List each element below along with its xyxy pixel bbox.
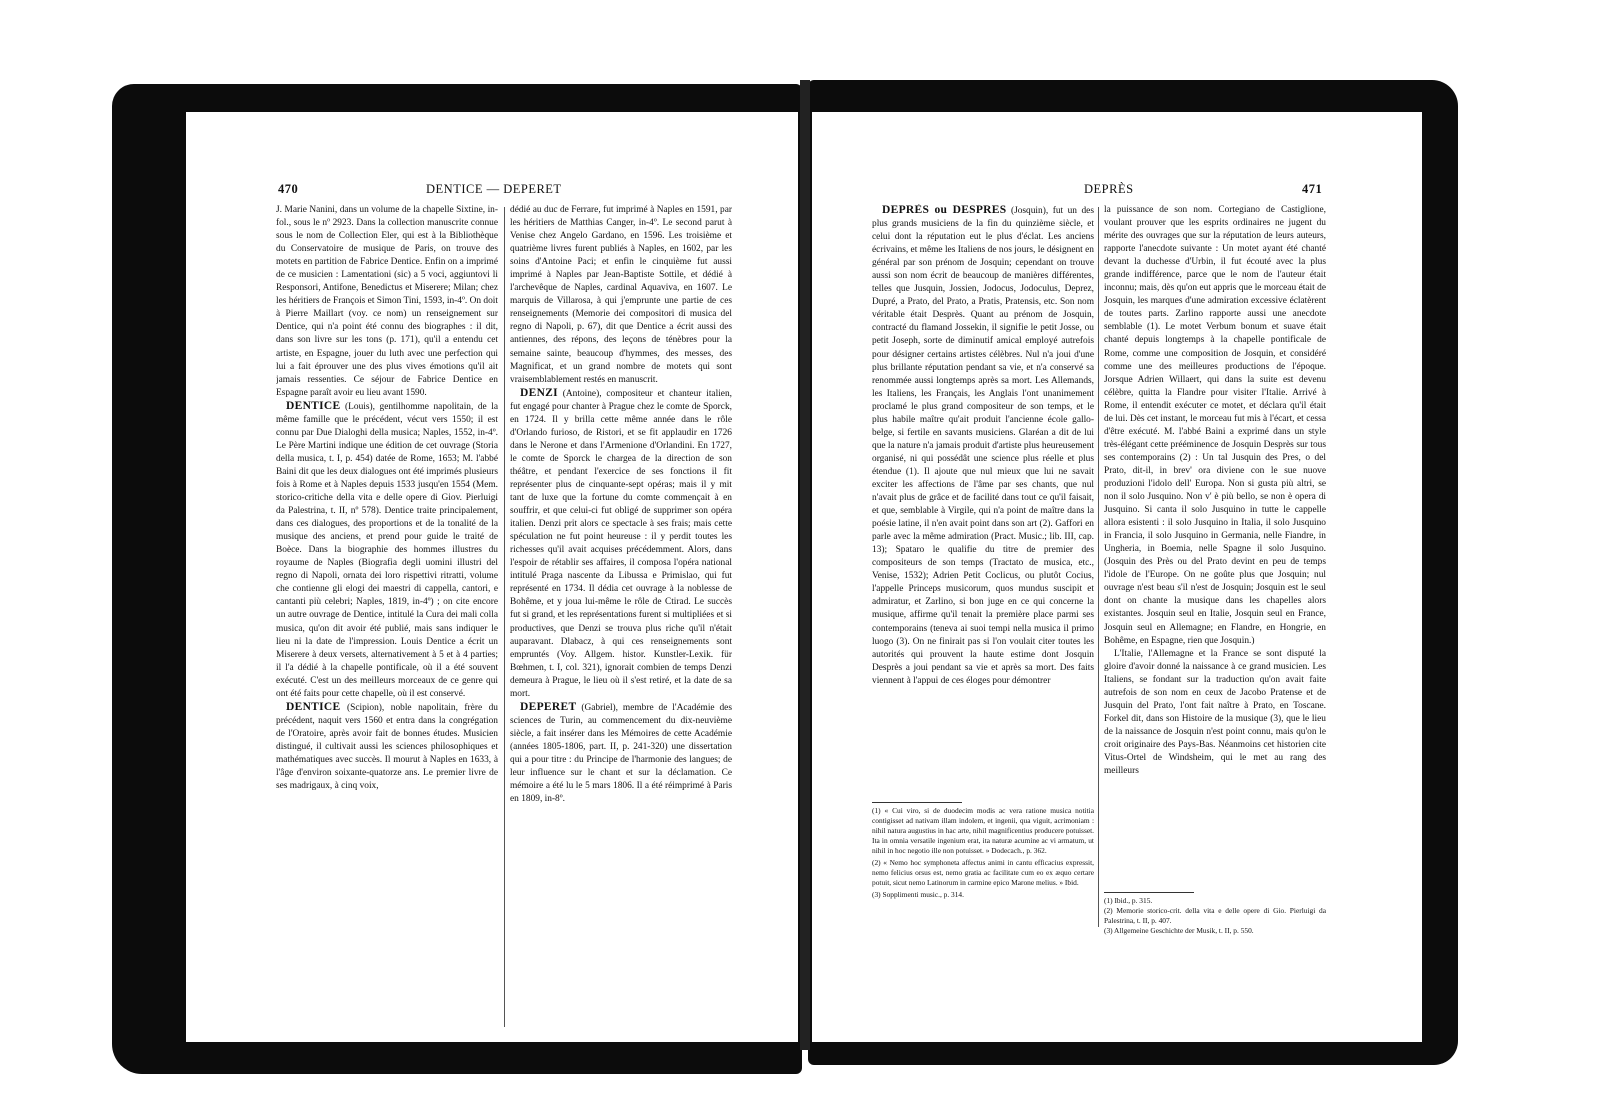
headword: DENTICE [286,399,341,412]
footnote-2-col2: (2) Memorie storico-crit. della vita e delle opere di Gio. Pierluigi da Palestrina, t. II, p. 407. [1104,906,1326,925]
entry-scipion-dentice-cont: dédié au duc de Ferrare, fut imprimé à Naples en 1591, par les héritiers de Matthias Canger, in-4º. Le second parut à Venise chez Angelo Gardano, en 1596. Les troisième et quatrième livres furent publiés à Naples, en 1602, par les soins d'Antoine Paci; et enfin le cinquième fut aussi imprimé à Naples par Jean-Baptiste Sottile, et dédié à l'archevêque de Naples, cardinal Aquaviva, en 1607. Le marquis de Villarosa, à qui j'emprunte une partie de ces renseignements (Memorie dei compositori di musica del regno di Napoli, p. 67), dit que Dentice a écrit aussi des antiennes, des répons, des leçons de ténèbres pour la semaine sainte, beaucoup d'hymmes, des messes, des Magnificat, et un grand nombre de motets qui sont vraisemblablement restés en manuscrit. [510,205,732,385]
right-col1-footnotes [872,806,1094,926]
entry-josquin-birthplace: L'Italie, l'Allemagne et la France se sont disputé la gloire d'avoir donné la naissance à ce grand musicien. Les Italiens, se fondant sur la traduction qu'on avait faite autrefois de son nom en ceux de Jacobo Pratense et de Jusquin del Prato, l'ont fait naître à Prato, en Toscane. Forkel dit, dans son Histoire de la musique (3), que le lieu de la naissance de Josquin n'est point connu, mais qu'on le croit originaire des Pays-Bas. Néanmoins cet historien cite Vitus-Ortel de Windsheim, qui le met au rang des meilleurs [1104,648,1326,777]
left-column-1 [276,204,498,1028]
right-column-rule [1098,207,1099,927]
left-page [186,112,798,1042]
entry-fabrice-dentice-cont: J. Marie Nanini, dans un volume de la chapelle Sixtine, in-fol., sous le nº 2923. Dans la collection manuscrite connue sous le nom de Collection Eler, qui est à la Bibliothèque du Conservatoire de musique de Paris, on trouve des motets en partition de Fabrice Dentice. Enfin on a imprimé de ce musicien : Lamentationi (sic) a 5 voci, aggiuntovi li Responsori, Antifone, Benedictus et Miserere; Milan; chez les héritiers de François et Simon Tini, 1593, in-4º. On doit à Pierre Maillart (voy. ce nom) un renseignement sur Dentice, qui n'a point été connu des biographes : il dit, dans son livre sur les tons (p. 171), qu'il a entendu cet artiste, en Espagne, jouer du luth avec une perfection qui lui a fait éprouver une des plus vives émotions qu'il ait jamais ressenties. Ce séjour de Fabrice Dentice en Espagne paraît avoir eu lieu avant 1590. [276,205,498,398]
entry-josquin-despres: DEPRÈS ou DESPRES (Josquin), fut un des plus grands musiciens de la fin du quinzième siècle, et celui dont la réputation eut le plus d'éclat. Les anciens écrivains, et même les Italiens de nos jours, le désignent en général par son prénom de Josquin; cependant on trouve aussi son nom écrit de beaucoup de manières différentes, telles que Jusquin, Jossien, Jodocus, Jodoculus, Deprez, Dupré, a Prato, del Prato, a Pratis, Pratensis, etc. Son nom véritable était Desprès. Quant au prénom de Josquin, contracté du flamand Jossekin, il signifie le petit Josse, ou petit Joseph, sorte de diminutif amical employé autrefois pour désigner certains artistes célèbres. Nul n'a joui d'une plus brillante réputation pendant sa vie, et n'a conservé sa renommée aussi longtemps après sa mort. Les Allemands, les Italiens, les Français, les Anglais l'ont unanimement proclamé le plus grand compositeur de son temps, et le plus habile maître qu'ait produit l'ancienne école gallo-belge, si fertile en savants musiciens. Glaréan a dit de lui que la nature n'a jamais produit d'artiste plus heureusement organisé, ni qui possédât une science plus réelle et plus étendue (1). Il ajoute que nul mieux que lui ne savait exciter les affections de l'âme par ses chants, que nul n'avait plus de grâce et de facilité dans tout ce qu'il faisait, et que, semblable à Virgile, qui n'a point de maître dans la poésie latine, il n'en avait point dans son art (2). Gaffori en parle avec la même admiration (Pract. Music.; lib. III, cap. 13); Spataro le qualifie du titre de premier des compositeurs de son temps (Tractato de musica, etc., Venise, 1532); Adrien Petit Coclicus, ou plutôt Cocius, l'appelle Princeps musicorum, quos mundus suscipit et admiratur, et Zarlino, si bon juge en ce qui concerne la musique, affirme qu'il tenait la première place parmi ses contemporains (teneva ai suoi tempi nella musica il primo luogo (3). On ne finirait pas si l'on voulait citer toutes les autorités qui prouvent la haute estime dont Josquin Desprès a joui pendant sa vie et après sa mort. Des faits viennent à l'appui de ces éloges pour démontrer [872,204,1094,686]
footnote-2-col1: (2) « Nemo hoc symphoneta affectus animi in cantu efficacius expressit, nemo felicius orsus est, nemo gratia ac facilitate cum eo ex æquo certare potuit, sicut nemo Latinorum in carmine epico Marone melius. » Ibid. [872,858,1094,887]
footnote-3-col2: (3) Allgemeine Geschichte der Musik, t. II, p. 550. [1104,926,1254,935]
right-col2-footnotes [1104,896,1326,936]
entry-gabriel-deperet: DEPERET (Gabriel), membre de l'Académie des sciences de Turin, au commencement du dix-neuvième siècle, a fait insérer dans les Mémoires de cette Académie (années 1805-1806, part. II, p. 241-320) une dissertation qui a pour titre : du Principe de l'harmonie des langues; de leur influence sur le chant et sur la déclamation. Ce mémoire a été lu le 5 mars 1806. Il a été réimprimé à Paris en 1809, in-8º. [510,700,732,805]
entry-louis-dentice: DENTICE (Louis), gentilhomme napolitain, de la même famille que le précédent, vécut vers 1550; il est connu par Due Dialoghi della musica; Naples, 1552, in-4º. Le Père Martini indique une édition de cet ouvrage (Storia della musica, t. I, p. 454) datée de Rome, 1653; M. l'abbé Baini dit que les deux dialogues ont été imprimés plusieurs fois à Rome et à Naples depuis 1533 jusqu'en 1554 (Mem. storico-critiche della vita e delle opere di Giov. Pierluigi da Palestrina, t. II, nº 578). Dentice traite principalement, dans ces dialogues, des proportions et de la tonalité de la musique des anciens, et prend pour guide le traité de Boèce. Dans la biographie des hommes illustres du royaume de Naples (Biografia degli uomini illustri del regno di Napoli, ornata dei loro rispettivi ritratti, volume che contienne gli elogi dei maestri di cappella, cantori, e cantanti più celebri; Naples, 1819, in-4º) ; on cite encore un autre ouvrage de Dentice, intitulé la Cura dei mali colla musica, qu'on dit avoir été publié, mais sans indiquer le lieu ni la date de l'impression. Louis Dentice a écrit un Miserere à deux versets, alternativement à 5 et à 4 parties; il l'a dédié à la chapelle pontificale, où il a été souvent exécuté. C'est un des meilleurs morceaux de ce genre qui ont été faits pour cette chapelle, où il est conservé. [276,399,498,699]
right-col2-footnote-rule [1104,892,1194,893]
entry-antoine-denzi: DENZI (Antoine), compositeur et chanteur italien, fut engagé pour chanter à Prague chez le comte de Sporck, en 1724. Il y brilla cette même année dans le rôle d'Orlando furioso, de Ristori, et se fit applaudir en 1726 dans le Nerone et dans l'Armenione d'Orlandini. En 1727, le comte de Sporck le chargea de la direction de son théâtre, et pendant l'exercice de ses fonctions il fit représenter plus de cinquante-sept opéras; mais il y mit tant de luxe que la fortune du comte commençait à en souffrir, et que celui-ci fut obligé de supprimer son opéra italien. Denzi prit alors ce spectacle à ses frais; mais cette spéculation ne fut point heureuse : il y perdit toutes les richesses qu'il avait acquises précédemment. Alors, dans l'espoir de rétablir ses affaires, il composa l'opéra national intitulé Praga nascente da Libussa e Primislao, qui fut représenté en 1734. Il dédia cet ouvrage à la noblesse de Bohême, et y joua lui-même le rôle de Ctirad. Le succès fut si grand, et les représentations furent si multipliées et si productives, que Denzi se trouva plus riche qu'il n'était auparavant. Dlabacz, à qui ces renseignements sont empruntés (Voy. Allgem. histor. Kunstler-Lexik. für Bœhmen, t. I, col. 321), ignorait combien de temps Denzi demeura à Prague, le lieu où il s'est retiré, et la date de sa mort. [510,386,732,699]
footnote-3-col1: (3) Sopplimenti music., p. 314. [872,890,964,899]
headword: DEPRÈS ou DESPRES [882,204,1007,216]
entry-josquin-despres-cont: la puissance de son nom. Cortegiano de Castiglione, voulant prouver que les esprits ordinaires ne jugent du mérite des ouvrages que sur la réputation de leurs auteurs, rapporte l'anecdote suivante : Un motet ayant été chanté devant la duchesse d'Urbin, il fut écouté avec la plus grande indifférence, parce que le nom de l'auteur était inconnu; mais, dès qu'on eut appris que le morceau était de Josquin, les marques d'une admiration excessive éclatèrent de toutes parts. Zarlino rapporte aussi une anecdote semblable (1). Le motet Verbum bonum et suave était chanté depuis longtemps à la chapelle pontificale de Rome, comme une composition de Josquin, et considéré comme une des meilleures productions de l'époque. Jorsque Adrien Willaert, qui dans la suite est devenu célèbre, quitta la Flandre pour visiter l'Italie. Arrivé à Rome, il entendit exécuter ce motet, et déclara qu'il était de lui. Dès cet instant, le morceau fut mis à l'écart, et cessa d'être exécuté. M. l'abbé Baini a exprimé dans un style très-élégant cette prééminence de Josquin Desprès sur tous ses contemporains (2) : Un tal Jusquin des Pres, o del Prato, dit-il, in brev' ora diviene con le sue nuove produzioni l'idolo dell' Europa. Non si gusta più altri, se non il solo Jusquino. Non v' è più bello, se non è opera di Jusquino. Si canta il solo Jusquino in tutte le cappelle allora esistenti : il solo Jusquino in Italia, il solo Jusquino in Francia, il solo Jusquino in Germania, nelle Fiandre, in Ungheria, in Boemia, nelle Spagne il solo Jusquino. (Josquin des Près ou del Prato devint en peu de temps l'idole de l'Europe. On ne goûte plus que Josquin; nul ouvrage n'est beau s'il n'est de Josquin; Josquin est le seul dont on chante la musique dans les chapelles alors existantes. Josquin seul en Italie, Josquin seul en France, Josquin seul en Allemagne; en Flandre, en Hongrie, en Bohême, en Espagne, rien que Josquin.) [1104,205,1326,646]
headword: DEPERET [520,700,577,713]
headword: DENTICE [286,700,341,713]
right-column-2 [1104,204,1326,890]
left-column-2 [510,204,732,1028]
left-page-number: 470 [278,182,299,196]
entry-scipion-dentice: DENTICE (Scipion), noble napolitain, frère du précédent, naquit vers 1560 et entra dans la congrégation de l'Oratoire, après avoir fait de bonnes études. Musicien distingué, il cultivait aussi les sciences philosophiques et mathématiques avec succès. Il mourut à Naples en 1633, à l'âge d'environ soixante-quatorze ans. Le premier livre de ses madrigaux, à cinq voix, [276,700,498,792]
footnote-1-col2: (1) Ibid., p. 315. [1104,896,1153,905]
book-gutter [800,80,810,1050]
left-running-head: DENTICE — DEPERET [426,182,562,196]
right-running-head: DEPRÈS [1084,182,1134,196]
right-column-1 [872,204,1094,896]
footnote-1-col1: (1) « Cui viro, si de duodecim modis ac vera ratione musica notitia contigisset ad nativam illam indolem, et ingenii, qua viguit, acrimoniam : nihil natura augustius in hac arte, nihil magnificentius producere potuisset. Ita in omnia versatile ingenium erat, ita naturæ acumine ac vi armatum, ut nihil in hoc negotio ille non potuisset. » Dodecach., p. 362. [872,806,1094,855]
left-column-rule [504,207,505,1027]
right-page-number: 471 [1302,182,1323,196]
right-page [812,112,1422,1042]
headword: DENZI [520,386,558,399]
right-col1-footnote-rule [872,802,962,803]
